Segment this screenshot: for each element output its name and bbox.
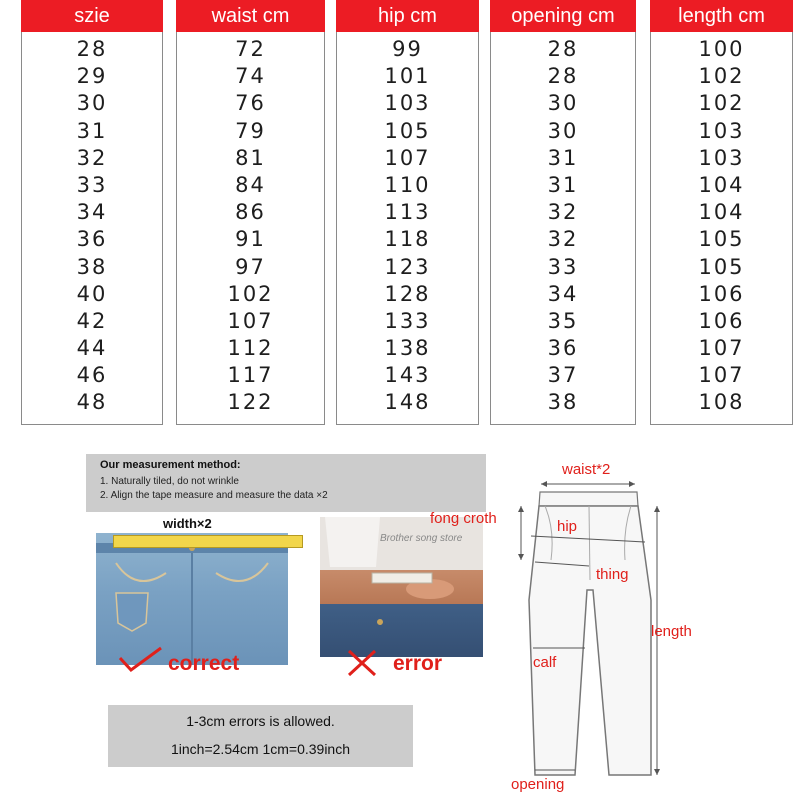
table-cell: 97: [235, 254, 266, 279]
table-cell: 28: [547, 37, 579, 61]
correct-label: correct: [168, 652, 240, 675]
column-values: [21, 36, 163, 417]
table-cell: 105: [698, 254, 745, 279]
table-cell: 107: [384, 145, 431, 170]
column-values: [490, 36, 636, 417]
table-cell: 102: [227, 281, 274, 306]
table-cell: 106: [698, 308, 745, 333]
table-cell: 34: [76, 200, 108, 225]
table-cell: 30: [547, 118, 579, 143]
column-values: [176, 36, 325, 417]
table-cell: 31: [547, 172, 579, 197]
table-cell: 103: [698, 145, 745, 170]
table-cell: 105: [384, 118, 431, 143]
thigh-label: thing: [596, 566, 629, 583]
table-cell: 72: [235, 37, 266, 61]
opening-label: opening: [511, 776, 565, 793]
table-cell: 107: [698, 363, 745, 388]
measurement-method-panel: [86, 454, 486, 512]
column-values: [650, 36, 793, 417]
table-cell: 48: [76, 390, 108, 415]
column-waist: [176, 0, 325, 425]
front-rise-label: fong croth: [430, 510, 497, 527]
tape-measure: [113, 535, 303, 548]
table-cell: 42: [76, 308, 108, 333]
cross-icon: [346, 648, 378, 678]
table-cell: 38: [547, 390, 579, 415]
conversion-line: 1inch=2.54cm 1cm=0.39inch: [171, 741, 350, 757]
table-cell: 32: [76, 145, 108, 170]
tolerance-line: 1-3cm errors is allowed.: [186, 713, 335, 729]
table-cell: 102: [698, 64, 745, 89]
column-opening: [490, 0, 636, 425]
table-cell: 81: [235, 145, 266, 170]
table-cell: 106: [698, 281, 745, 306]
column-size: [21, 0, 163, 425]
table-cell: 44: [76, 336, 108, 361]
table-cell: 103: [698, 118, 745, 143]
table-cell: 138: [384, 336, 431, 361]
table-cell: 36: [76, 227, 108, 252]
table-cell: 33: [76, 172, 108, 197]
column-header: opening cm: [490, 0, 636, 32]
table-cell: 100: [698, 37, 745, 61]
table-cell: 113: [384, 200, 431, 225]
column-values: [336, 36, 479, 417]
error-label: error: [393, 652, 443, 675]
table-cell: 133: [384, 308, 431, 333]
table-cell: 32: [547, 200, 579, 225]
table-cell: 117: [227, 363, 274, 388]
table-cell: 38: [76, 254, 108, 279]
table-cell: 143: [384, 363, 431, 388]
table-cell: 99: [392, 37, 423, 61]
waist-label: waist*2: [562, 461, 611, 478]
table-cell: 28: [76, 37, 108, 61]
table-cell: 104: [698, 172, 745, 197]
method-step-1: 1. Naturally tiled, do not wrinkle: [100, 476, 239, 487]
column-header: szie: [21, 0, 163, 32]
column-header: hip cm: [336, 0, 479, 32]
table-cell: 40: [76, 281, 108, 306]
table-cell: 31: [76, 118, 108, 143]
table-cell: 28: [547, 64, 579, 89]
table-cell: 104: [698, 200, 745, 225]
table-cell: 112: [227, 336, 274, 361]
length-label: length: [651, 623, 692, 640]
column-hip: [336, 0, 479, 425]
table-cell: 32: [547, 227, 579, 252]
table-cell: 79: [235, 118, 266, 143]
table-cell: 74: [235, 64, 266, 89]
table-cell: 107: [698, 336, 745, 361]
watermark-text: Brother song store: [380, 533, 463, 544]
checkmark-icon: [117, 646, 167, 674]
table-cell: 108: [698, 390, 745, 415]
method-step-2: 2. Align the tape measure and measure the data ×2: [100, 490, 328, 501]
table-cell: 105: [698, 227, 745, 252]
hip-label: hip: [557, 518, 578, 535]
table-cell: 46: [76, 363, 108, 388]
table-cell: 29: [76, 64, 108, 89]
method-title: Our measurement method:: [100, 459, 241, 471]
table-cell: 35: [547, 308, 579, 333]
column-length: [650, 0, 793, 425]
table-cell: 86: [235, 200, 266, 225]
table-cell: 91: [235, 227, 266, 252]
table-cell: 37: [547, 363, 579, 388]
table-cell: 148: [384, 390, 431, 415]
calf-label: calf: [533, 654, 557, 671]
table-cell: 101: [384, 64, 431, 89]
column-header: waist cm: [176, 0, 325, 32]
table-cell: 31: [547, 145, 579, 170]
table-cell: 118: [384, 227, 431, 252]
table-cell: 123: [384, 254, 431, 279]
table-cell: 128: [384, 281, 431, 306]
table-cell: 84: [235, 172, 266, 197]
table-cell: 36: [547, 336, 579, 361]
table-cell: 30: [76, 91, 108, 116]
table-cell: 33: [547, 254, 579, 279]
table-cell: 102: [698, 91, 745, 116]
column-header: length cm: [650, 0, 793, 32]
table-cell: 76: [235, 91, 266, 116]
table-cell: 110: [384, 172, 431, 197]
table-cell: 103: [384, 91, 431, 116]
table-cell: 34: [547, 281, 579, 306]
tolerance-note: [108, 705, 413, 767]
table-cell: 107: [227, 308, 274, 333]
table-cell: 122: [227, 390, 274, 415]
width-label: width×2: [163, 516, 212, 531]
table-cell: 30: [547, 91, 579, 116]
